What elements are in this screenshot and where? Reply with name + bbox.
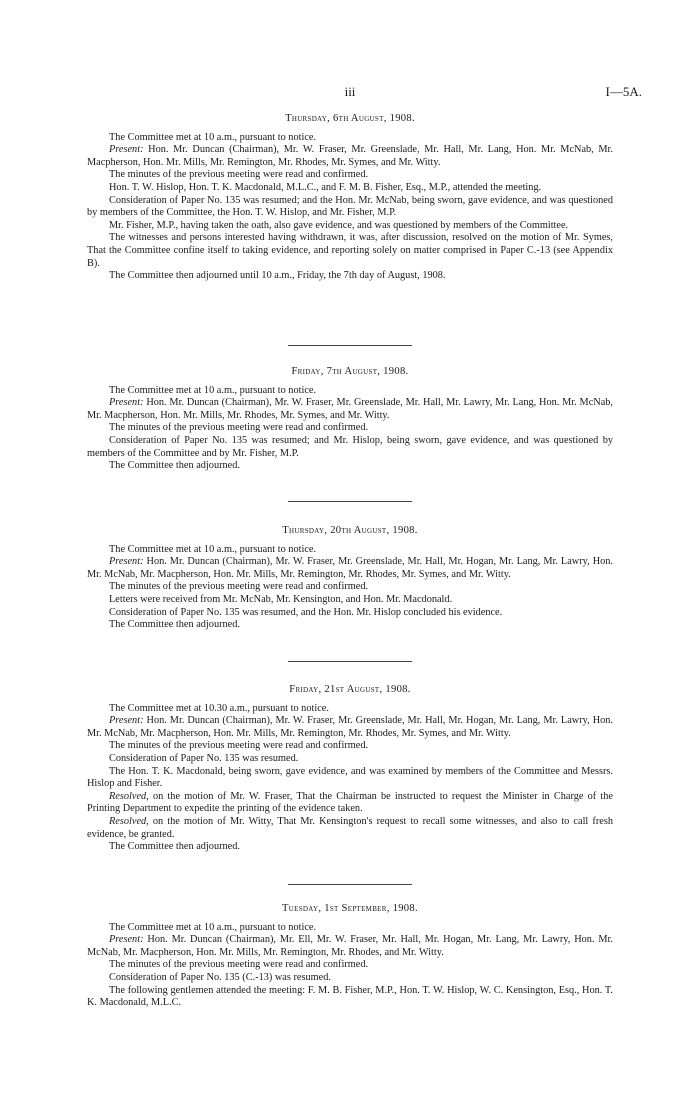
- paragraph: The minutes of the previous meeting were read and confirmed.: [109, 740, 369, 752]
- present-label: Present:: [109, 715, 144, 727]
- resolved-label: Resolved,: [109, 815, 149, 827]
- paragraph: The Hon. T. K. Macdonald, being sworn, gave evidence, and was examined by members of the Committee and Messrs. Hislop and Fisher.: [87, 765, 613, 790]
- paragraph: The minutes of the previous meeting were read and confirmed.: [109, 959, 369, 971]
- present-paragraph: [87, 556, 613, 581]
- paper-reference: I—5A.: [605, 84, 642, 99]
- paragraph: The Committee met at 10 a.m., pursuant to notice.: [109, 384, 317, 396]
- paragraph: Consideration of Paper No. 135 was resumed.: [109, 752, 299, 764]
- paragraph: The minutes of the previous meeting were read and confirmed.: [109, 581, 369, 593]
- paragraph: The Committee met at 10 a.m., pursuant to notice.: [109, 543, 317, 555]
- resolved-paragraph: [87, 791, 613, 816]
- paragraph: The Committee then adjourned.: [109, 841, 240, 853]
- attendees-list: Hon. Mr. Duncan (Chairman), Mr. W. Fraser, Mr. Greenslade, Mr. Hall, Mr. Hogan, Mr. Lang, Mr. Lawry, Hon. Mr. McNab, Mr. Macpherson, Hon. Mr. Mills, Mr. Remington, Mr. Rhodes, Mr. Symes, and Mr. Witty.: [87, 715, 613, 739]
- resolved-paragraph: [87, 816, 613, 841]
- meeting-date: Friday, 21st August, 1908.: [289, 684, 411, 695]
- paragraph: Consideration of Paper No. 135 (C.-13) was resumed.: [109, 971, 331, 983]
- minutes-section: [87, 113, 613, 283]
- paragraph: The Committee met at 10 a.m., pursuant to notice.: [109, 921, 317, 933]
- section-divider: [288, 661, 412, 662]
- paragraph: Consideration of Paper No. 135 was resumed; and the Hon. Mr. McNab, being sworn, gave evidence, and was questioned by members of the Committee, the Hon. T. W. Hislop, and Mr. Fisher, M.P.: [87, 194, 613, 219]
- paragraph: Letters were received from Mr. McNab, Mr. Kensington, and Hon. Mr. Macdonald.: [109, 593, 453, 605]
- resolution-text: on the motion of Mr. Witty, That Mr. Kensington's request to recall some witnesses, and also to call fresh evidence, be granted.: [87, 815, 613, 840]
- meeting-date: Friday, 7th August, 1908.: [291, 366, 409, 377]
- resolved-label: Resolved,: [109, 790, 149, 802]
- minutes-section: [87, 903, 613, 1010]
- paragraph: The minutes of the previous meeting were read and confirmed.: [109, 169, 369, 181]
- paragraph: Consideration of Paper No. 135 was resumed; and Mr. Hislop, being sworn, gave evidence, and was questioned by members of the Committee and by Mr. Fisher, M.P.: [87, 434, 613, 459]
- paragraph: Consideration of Paper No. 135 was resumed, and the Hon. Mr. Hislop concluded his evidence.: [109, 606, 503, 618]
- paragraph: The Committee then adjourned.: [109, 619, 240, 631]
- section-divider: [288, 501, 412, 502]
- paragraph: The following gentlemen attended the meeting: F. M. B. Fisher, M.P., Hon. T. W. Hislop, W. C. Kensington, Esq., Hon. T. K. Macdonald, M.L.C.: [87, 984, 613, 1009]
- attendees-list: Hon. Mr. Duncan (Chairman), Mr. W. Fraser, Mr. Greenslade, Mr. Hall, Mr. Lang, Hon. Mr. McNab, Mr. Macpherson, Hon. Mr. Mills, Mr. Remington, Mr. Rhodes, Mr. Symes, and Mr. Witty.: [87, 144, 613, 168]
- minutes-section: [87, 525, 613, 632]
- page-number: iii: [344, 84, 356, 99]
- meeting-date: Thursday, 6th August, 1908.: [285, 113, 415, 124]
- present-label: Present:: [109, 934, 144, 946]
- resolution-text: on the motion of Mr. W. Fraser, That the Chairman be instructed to request the Minister in Charge of the Printing Department to expedite the printing of the evidence taken.: [87, 790, 613, 815]
- paragraph: Mr. Fisher, M.P., having taken the oath, also gave evidence, and was questioned by members of the Committee.: [109, 219, 569, 231]
- meeting-date: Thursday, 20th August, 1908.: [282, 525, 418, 536]
- section-divider: [288, 345, 412, 346]
- present-paragraph: [87, 715, 613, 740]
- attendees-list: Hon. Mr. Duncan (Chairman), Mr. W. Fraser, Mr. Greenslade, Mr. Hall, Mr. Hogan, Mr. Lang, Mr. Lawry, Hon. Mr. McNab, Mr. Macpherson, Hon. Mr. Mills, Mr. Remington, Mr. Rhodes, Mr. Symes, and Mr. Witty.: [87, 556, 613, 580]
- paragraph: The Committee then adjourned until 10 a.m., Friday, the 7th day of August, 1908.: [109, 270, 446, 282]
- paragraph: The Committee met at 10 a.m., pursuant to notice.: [109, 131, 317, 143]
- present-paragraph: [87, 397, 613, 422]
- present-paragraph: [87, 144, 613, 169]
- attendees-list: Hon. Mr. Duncan (Chairman), Mr. Ell, Mr. W. Fraser, Mr. Hall, Mr. Hogan, Mr. Lang, Mr. Lawry, Hon. Mr. McNab, Mr. Macpherson, Hon. Mr. Mills, Mr. Remington, Mr. Rhodes, and Mr. Witty.: [87, 934, 613, 958]
- section-divider: [288, 884, 412, 885]
- paragraph: The Committee met at 10.30 a.m., pursuant to notice.: [109, 702, 329, 714]
- present-label: Present:: [109, 397, 144, 409]
- paragraph: The minutes of the previous meeting were read and confirmed.: [109, 422, 369, 434]
- present-label: Present:: [109, 144, 144, 156]
- paragraph: Hon. T. W. Hislop, Hon. T. K. Macdonald, M.L.C., and F. M. B. Fisher, Esq., M.P., attended the meeting.: [109, 181, 542, 193]
- paragraph: The Committee then adjourned.: [109, 460, 240, 472]
- minutes-section: [87, 684, 613, 854]
- minutes-section: [87, 366, 613, 473]
- paragraph: The witnesses and persons interested having withdrawn, it was, after discussion, resolved on the motion of Mr. Symes, That the Committee confine itself to taking evidence, and reporting solely on matter comprised in Paper C.-13 (see Appendix B).: [87, 232, 613, 269]
- meeting-date: Tuesday, 1st September, 1908.: [282, 903, 418, 914]
- attendees-list: Hon. Mr. Duncan (Chairman), Mr. W. Fraser, Mr. Greenslade, Mr. Hall, Mr. Lawry, Mr. Lang, Hon. Mr. McNab, Mr. Macpherson, Hon. Mr. Mills, Mr. Rhodes, Mr. Symes, and Mr. Witty.: [87, 397, 613, 421]
- present-paragraph: [87, 934, 613, 959]
- present-label: Present:: [109, 556, 144, 568]
